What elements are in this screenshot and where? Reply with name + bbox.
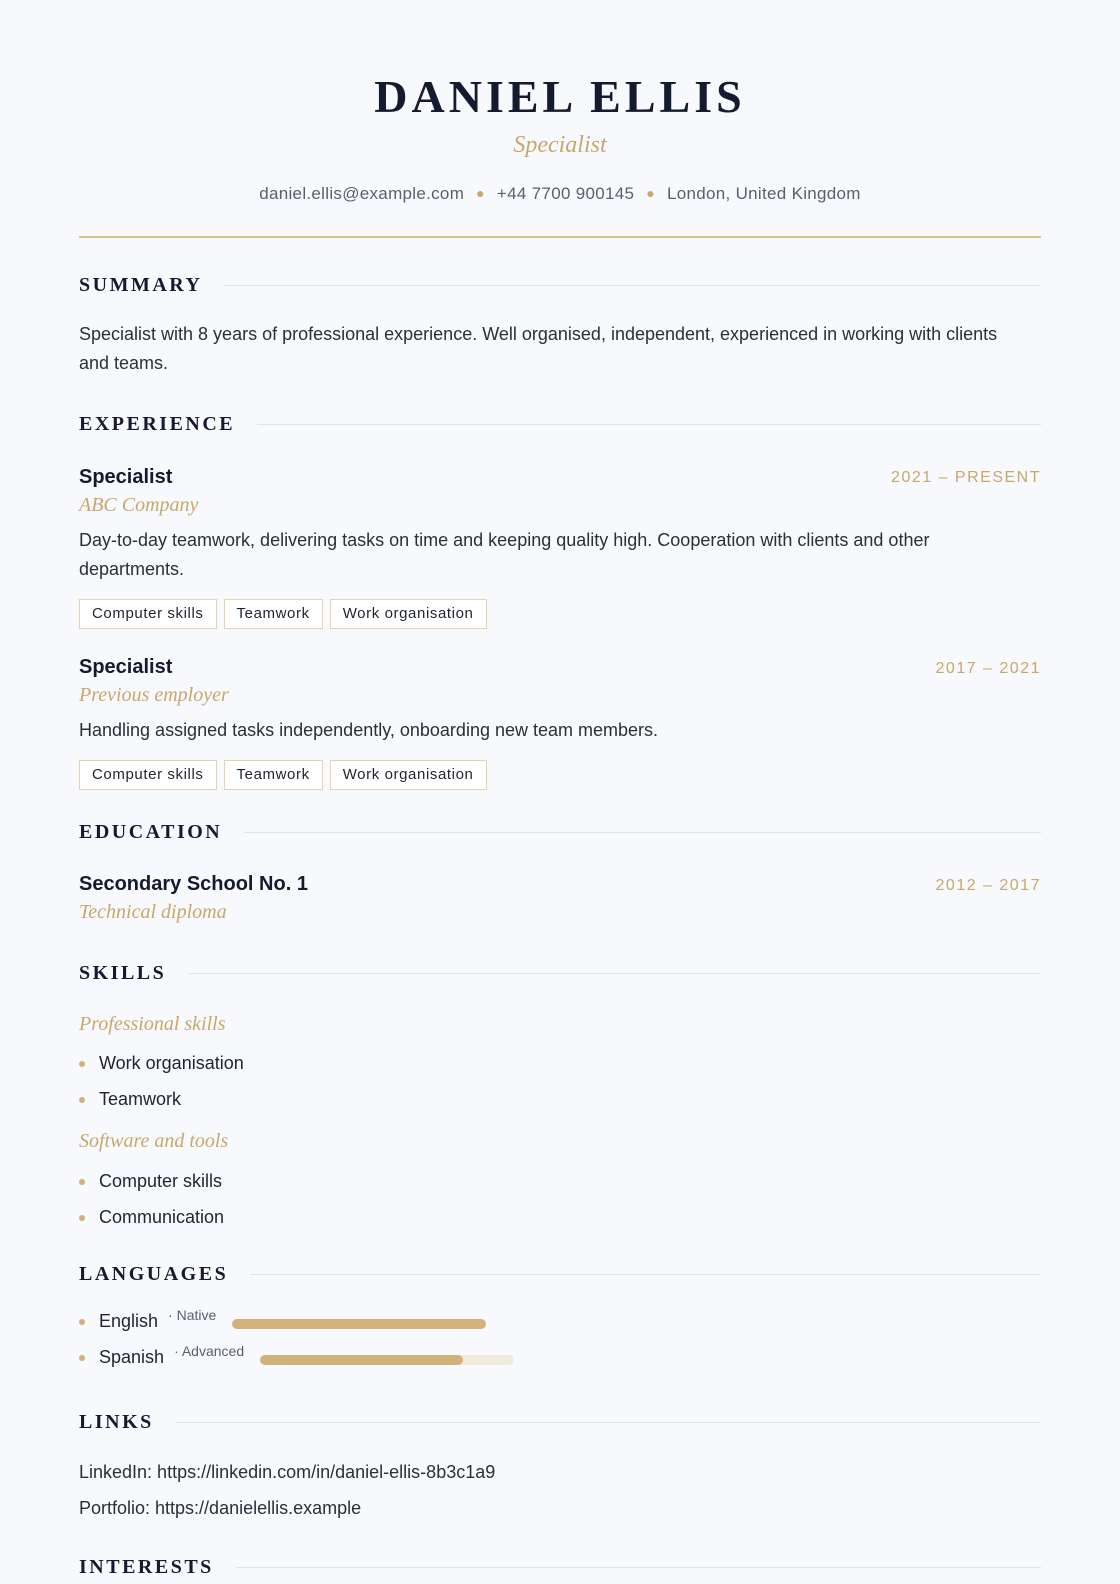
skills-section-heading	[79, 962, 1041, 985]
section-divider	[250, 1274, 1041, 1275]
skill-label: Computer skills	[99, 1171, 223, 1191]
language-name: English	[99, 1311, 159, 1331]
job-title: Specialist	[79, 466, 173, 488]
skill-label: Teamwork	[99, 1089, 182, 1109]
interests-section-heading	[79, 1556, 1041, 1579]
section-divider	[188, 973, 1041, 974]
separator-dot-icon: ●	[476, 185, 485, 201]
skill-group-title: Professional skills	[79, 1013, 226, 1035]
bullet-icon	[79, 1355, 85, 1361]
separator-dot-icon: ●	[646, 185, 656, 201]
section-divider	[176, 1422, 1041, 1423]
section-title: LANGUAGES	[79, 1263, 229, 1285]
experience-section-heading	[79, 413, 1041, 436]
contact-location: London, United Kingdom	[667, 184, 861, 203]
section-divider	[257, 424, 1041, 425]
candidate-name: DANIEL ELLIS	[374, 71, 746, 122]
section-title: EXPERIENCE	[79, 413, 236, 435]
skill-item	[79, 1053, 244, 1074]
language-level: · Advanced	[174, 1342, 245, 1359]
skill-label: Work organisation	[99, 1053, 244, 1073]
job-description: Day-to-day teamwork, delivering tasks on time and keeping quality high. Cooperation with clients and other departments.	[79, 530, 930, 579]
school-name: Secondary School No. 1	[79, 873, 308, 895]
linkedin-link[interactable]: LinkedIn: https://linkedin.com/in/daniel-ellis-8b3c1a9	[79, 1462, 496, 1482]
bullet-icon	[79, 1215, 85, 1221]
skill-label: Communication	[99, 1207, 225, 1227]
education-section-heading	[79, 821, 1041, 844]
contact-email[interactable]: daniel.ellis@example.com	[259, 184, 465, 203]
skill-item	[79, 1171, 222, 1192]
skill-tag: Teamwork	[224, 760, 323, 790]
job-dates: 2017 – 2021	[935, 660, 1041, 677]
skill-group-title: Software and tools	[79, 1130, 229, 1152]
section-divider	[244, 832, 1041, 833]
summary-text: Specialist with 8 years of professional experience. Well organised, independent, experienced in working with clients and teams.	[79, 324, 998, 373]
portfolio-link[interactable]: Portfolio: https://danielellis.example	[79, 1498, 362, 1518]
skill-tag: Computer skills	[79, 760, 217, 790]
skill-tag: Teamwork	[224, 599, 323, 629]
job-description: Handling assigned tasks independently, onboarding new team members.	[79, 720, 659, 740]
language-proficiency-fill	[232, 1319, 486, 1329]
bullet-icon	[79, 1061, 85, 1067]
skill-item	[79, 1207, 224, 1228]
candidate-headline: Specialist	[513, 132, 607, 158]
degree-name: Technical diploma	[79, 901, 227, 923]
section-title: EDUCATION	[79, 821, 223, 843]
summary-section-heading	[79, 274, 1041, 297]
header-divider	[79, 236, 1041, 238]
job-dates: 2021 – PRESENT	[891, 469, 1041, 486]
skill-item	[79, 1089, 181, 1110]
skill-tag: Computer skills	[79, 599, 217, 629]
language-item	[79, 1306, 486, 1332]
section-title: INTERESTS	[79, 1556, 214, 1578]
section-title: SUMMARY	[79, 274, 203, 296]
language-proficiency-bar	[232, 1319, 486, 1329]
company-name: ABC Company	[79, 494, 199, 516]
company-name: Previous employer	[79, 684, 229, 706]
job-title: Specialist	[79, 656, 173, 678]
skill-tags	[79, 599, 487, 629]
education-dates: 2012 – 2017	[935, 877, 1041, 894]
language-proficiency-fill	[260, 1355, 463, 1365]
language-item	[79, 1342, 514, 1368]
skill-tags	[79, 760, 487, 790]
contact-line	[79, 184, 1041, 204]
language-proficiency-bar	[260, 1355, 514, 1365]
language-name: Spanish	[99, 1347, 165, 1367]
section-divider	[224, 285, 1041, 286]
contact-phone[interactable]: +44 7700 900145	[496, 184, 635, 203]
bullet-icon	[79, 1097, 85, 1103]
section-title: LINKS	[79, 1411, 154, 1433]
language-level: · Native	[168, 1306, 217, 1323]
bullet-icon	[79, 1179, 85, 1185]
bullet-icon	[79, 1319, 85, 1325]
skill-tag: Work organisation	[330, 599, 487, 629]
section-title: SKILLS	[79, 962, 167, 984]
languages-section-heading	[79, 1263, 1041, 1286]
section-divider	[236, 1567, 1041, 1568]
links-section-heading	[79, 1411, 1041, 1434]
skill-tag: Work organisation	[330, 760, 487, 790]
